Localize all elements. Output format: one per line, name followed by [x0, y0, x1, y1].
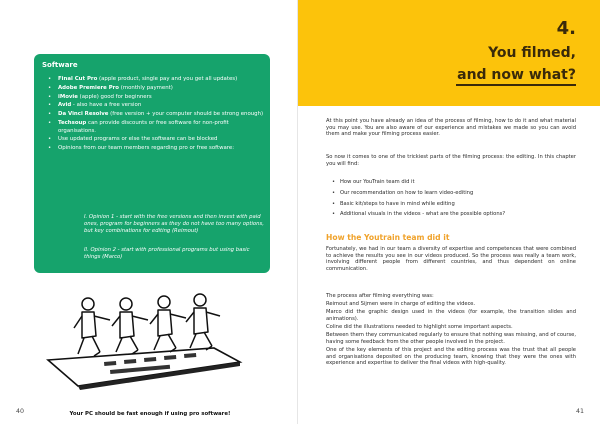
- list-item: Between them they communicated regularly to ensure that nothing was missing, and of course, having some feedback from the other people involved in the project.: [326, 332, 576, 345]
- page-number-right: 41: [575, 408, 584, 415]
- opinion-1: I. Opinion 1 - start with the free versions and then invest with paid ones, program for beginners as they do not have too many options, but key combinations for editing (Reimout): [84, 214, 264, 234]
- list-item: • Opinions from our team members regarding pro or free software:: [42, 145, 264, 153]
- list-item: • Additional visuals in the videos - what are the possible options?: [326, 211, 576, 218]
- opinion-2: II. Opinion 2 - start with professional programs but using basic things (Marco): [84, 247, 250, 260]
- list-item: • Techsoup can provide discounts or free software for non-profit organisations.: [42, 120, 264, 135]
- section-heading: How the Youtrain team did it: [326, 233, 450, 242]
- lead-paragraph: So now it comes to one of the trickiest parts of the filming process: the editing. In this chapter you will find:: [326, 154, 576, 167]
- software-box-title: Software: [42, 61, 78, 69]
- chapter-title-line-1: You filmed,: [488, 45, 576, 61]
- list-item: • iMovie (apple) good for beginners: [42, 94, 264, 102]
- list-item: • How our YouTrain team did it: [326, 179, 576, 186]
- title-underline: [456, 84, 576, 86]
- chapter-contents-list: [326, 179, 576, 222]
- chapter-header: [298, 0, 600, 106]
- figure-1: [74, 298, 110, 356]
- list-item: The process after filming everything was:: [326, 293, 434, 299]
- left-page: [0, 0, 298, 424]
- list-item: • Avid - also have a free version: [42, 102, 264, 110]
- chapter-title-line-2: and now what?: [457, 67, 576, 83]
- list-item: • Da Vinci Resolve (free version + your computer should be strong enough): [42, 111, 264, 119]
- list-item: • Basic kit/steps to have in mind while editing: [326, 201, 576, 208]
- list-item: Reimout and Sijmen were in charge of editing the videos.: [326, 301, 476, 308]
- chapter-number: 4.: [556, 18, 576, 39]
- figure-4: [186, 294, 220, 350]
- section-paragraph: Fortunately, we had in our team a diversity of expertise and competences that were combined to achieve the results you see in our videos produced. So the process was really a team work, involving different people from different countries, and thus dependent on online communication.: [326, 246, 576, 272]
- list-item: Coline did the illustrations needed to highlight some important aspects.: [326, 324, 513, 331]
- figure-caption: Your PC should be fast enough if using pro software!: [69, 411, 231, 417]
- figure-2: [112, 298, 148, 354]
- intro-paragraph: At this point you have already an idea of the process of filming, how to do it and what material you may use. You are also aware of our experience and mistakes we made so you can avoid them and make your filming process easier.: [326, 118, 576, 138]
- list-item: Marco did the graphic design used in the videos (for example, the transition slides and animations).: [326, 309, 576, 322]
- software-box: [34, 54, 270, 273]
- list-item: • Our recommendation on how to learn video-editing: [326, 190, 576, 197]
- list-item: • Final Cut Pro (apple product, single pay and you get all updates): [42, 76, 264, 84]
- right-page: [298, 0, 600, 424]
- list-item: • Adobe Premiere Pro (monthly payment): [42, 85, 264, 93]
- figure-3: [150, 296, 186, 352]
- list-item: One of the key elements of this project and the editing process was the trust that all people and organisations deposited on the producing team, knowing that they were the ones with experience and expertise to deliver the final videos with high-quality.: [326, 347, 576, 367]
- list-item: • Use updated programs or else the software can be blocked: [42, 136, 264, 144]
- page-number-left: 40: [16, 408, 25, 415]
- rowing-computer-illustration: [44, 290, 244, 390]
- software-list: [42, 76, 264, 154]
- process-lines: [326, 293, 576, 369]
